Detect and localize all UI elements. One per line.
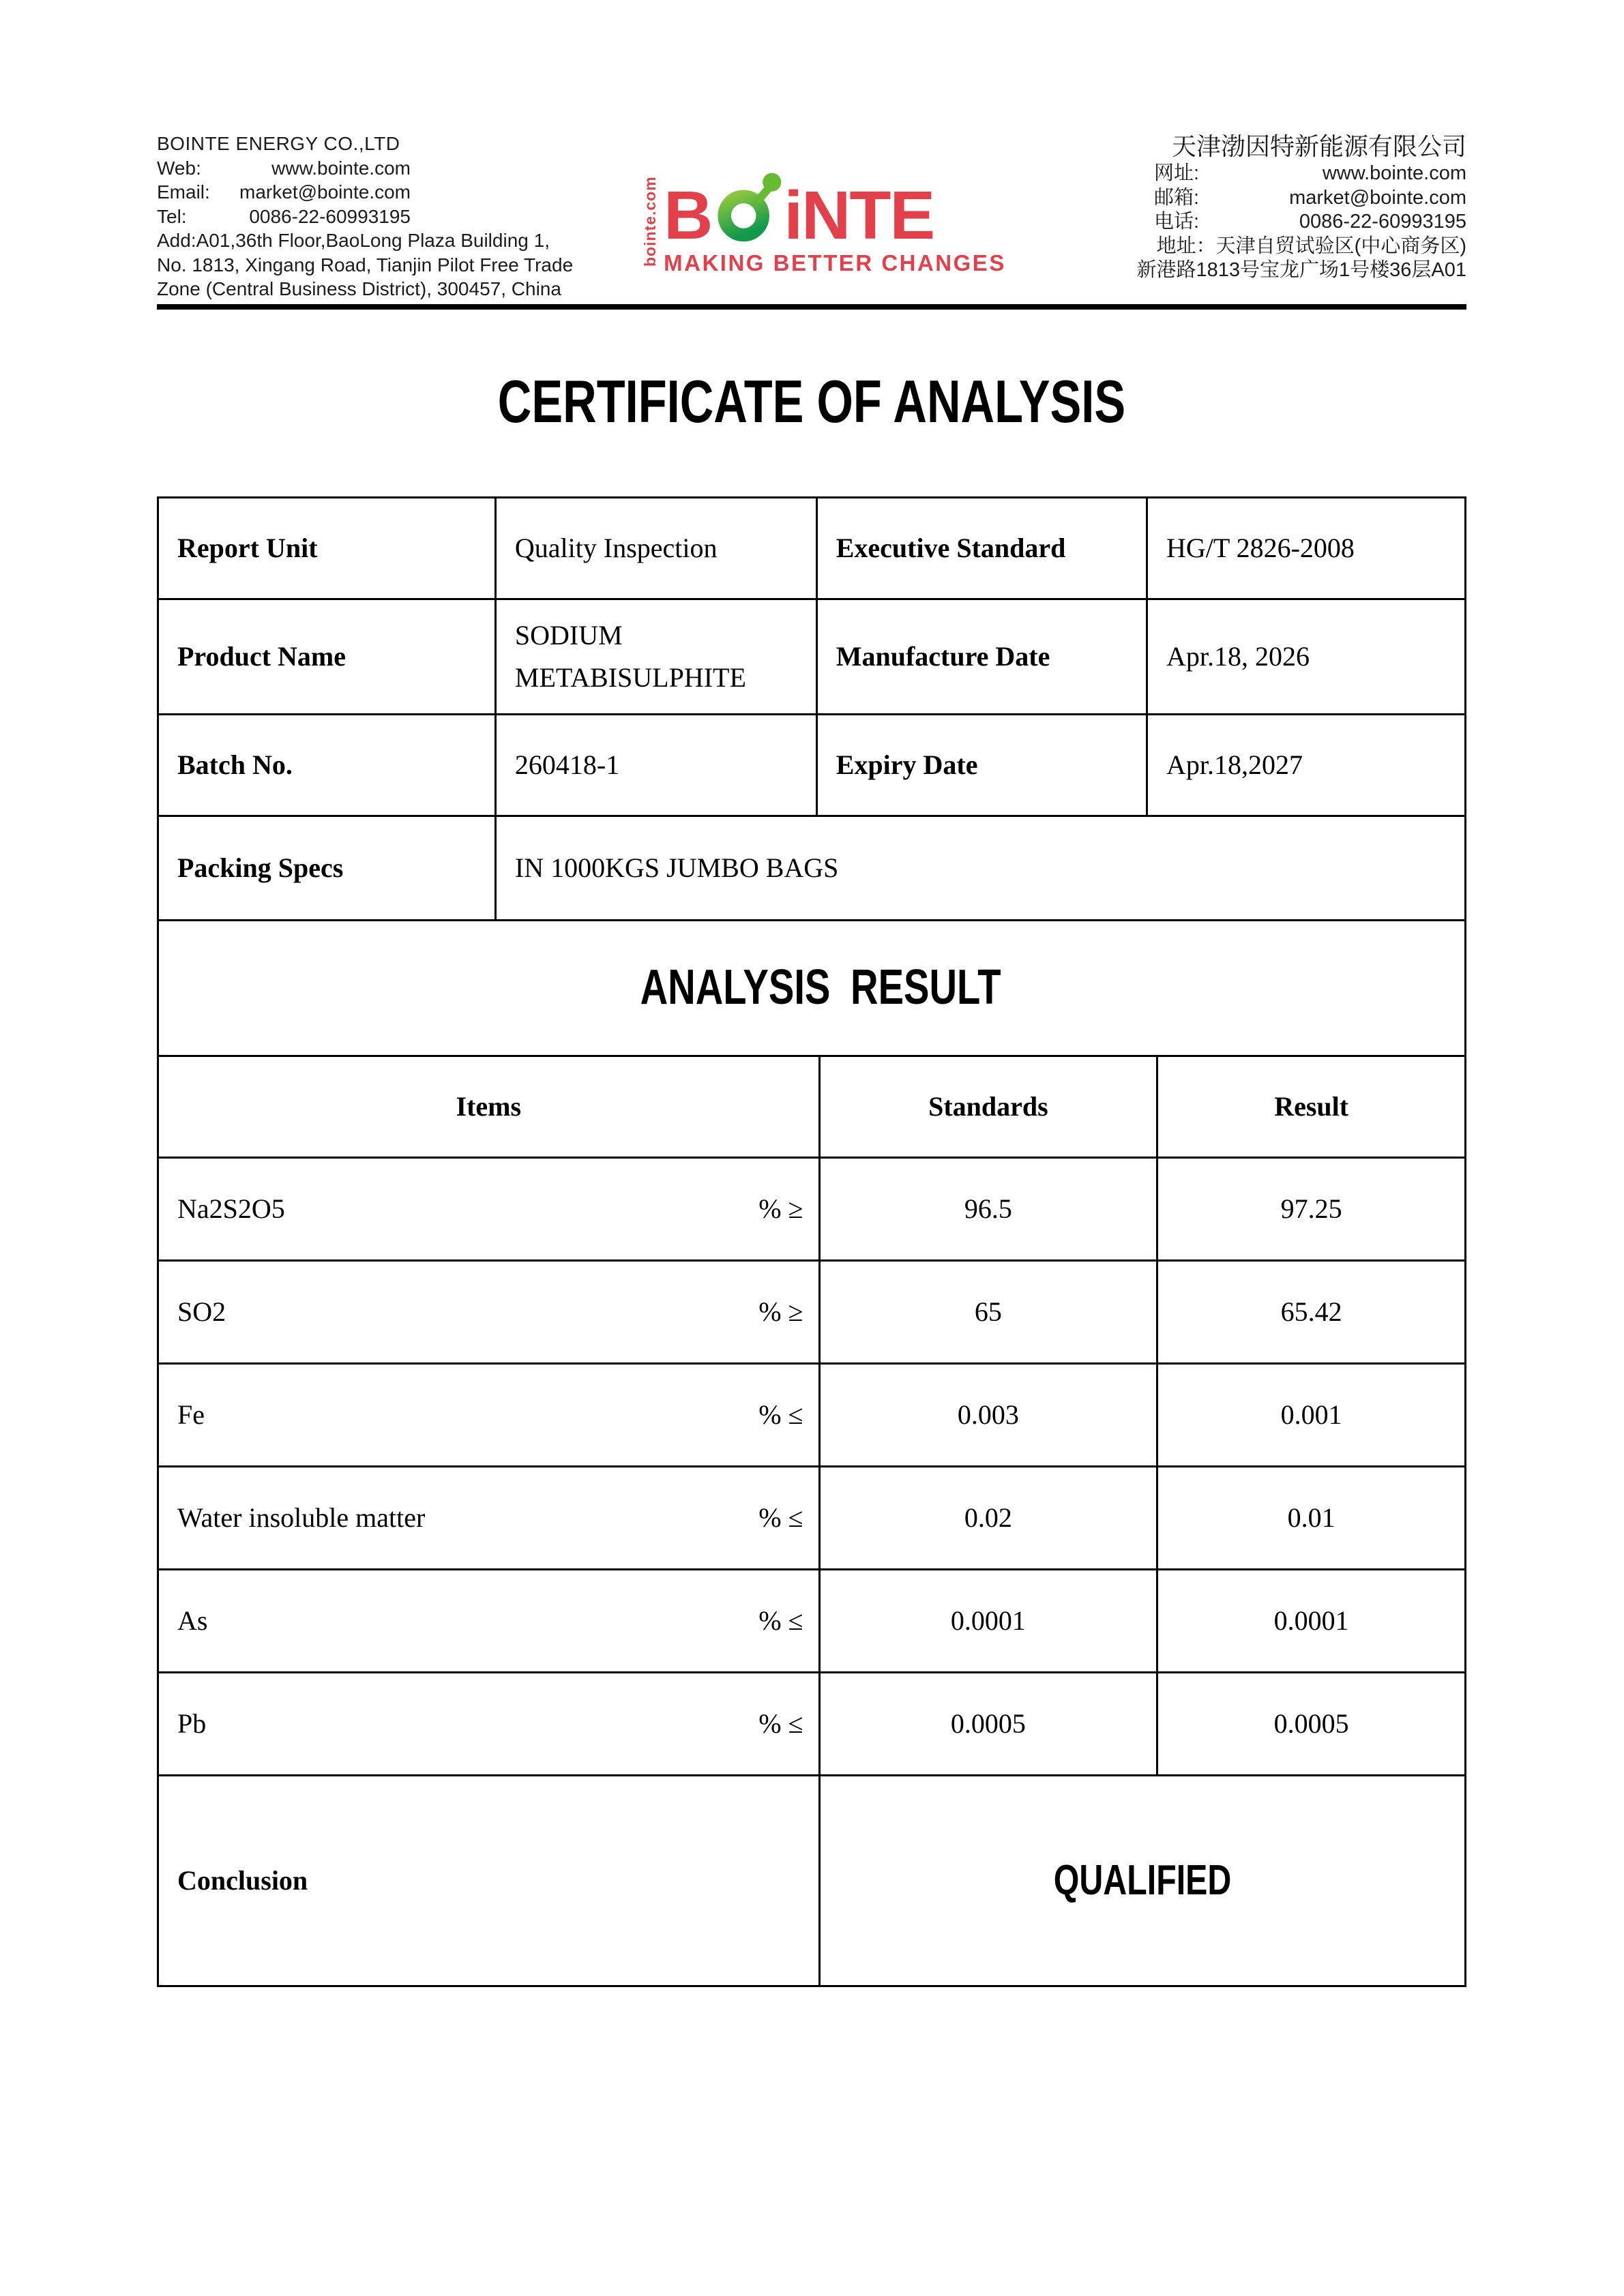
conclusion-value: QUALIFIED bbox=[1053, 1856, 1232, 1904]
email-label: Email: bbox=[157, 181, 210, 203]
brand-logo bbox=[641, 160, 1006, 276]
contact-tel-cn bbox=[1154, 210, 1466, 235]
product-name-text: SODIUM METABISULPHITE bbox=[514, 620, 746, 693]
conclusion-row bbox=[159, 1774, 1464, 1985]
packing-specs-value: IN 1000KGS JUMBO BAGS bbox=[494, 817, 1464, 919]
expiry-date-value: Apr.18,2027 bbox=[1146, 715, 1464, 815]
conclusion-label: Conclusion bbox=[177, 1865, 308, 1896]
product-name-value bbox=[494, 600, 816, 713]
item-cell bbox=[159, 1159, 818, 1259]
analysis-row-as bbox=[159, 1568, 1464, 1671]
address-en-line2: No. 1813, Xingang Road, Tianjin Pilot Free Trade bbox=[157, 254, 574, 275]
info-row-report-unit bbox=[159, 498, 1464, 598]
analysis-header-row bbox=[159, 1055, 1464, 1157]
item-cell bbox=[159, 1570, 818, 1671]
standard-value: 0.0005 bbox=[818, 1673, 1157, 1774]
info-row-product bbox=[159, 598, 1464, 713]
item-unit: % ≤ bbox=[758, 1708, 803, 1739]
items-header: Items bbox=[456, 1091, 522, 1122]
logo-letters-inte: iNTE bbox=[784, 177, 934, 254]
item-name: Na2S2O5 bbox=[177, 1193, 285, 1224]
address-cn-line1: 地址：天津自贸试验区(中心商务区) bbox=[1156, 235, 1466, 257]
standard-value: 0.003 bbox=[818, 1365, 1157, 1465]
batch-no-value: 260418-1 bbox=[494, 715, 816, 815]
executive-standard-value: HG/T 2826-2008 bbox=[1146, 498, 1464, 598]
executive-standard-label: Executive Standard bbox=[816, 498, 1146, 598]
contact-email-en bbox=[157, 180, 411, 205]
result-value: 97.25 bbox=[1156, 1159, 1464, 1259]
email-value-cn: market@bointe.com bbox=[1289, 186, 1466, 209]
manufacture-date-value: Apr.18, 2026 bbox=[1146, 600, 1464, 713]
standard-value: 0.0001 bbox=[818, 1570, 1157, 1671]
result-value: 0.001 bbox=[1156, 1365, 1464, 1465]
manufacture-date-label: Manufacture Date bbox=[816, 600, 1146, 713]
packing-specs-label: Packing Specs bbox=[177, 852, 344, 883]
contact-web-en bbox=[157, 156, 411, 181]
company-name-en: BOINTE ENERGY CO.,LTD bbox=[157, 133, 400, 154]
item-name: Pb bbox=[177, 1708, 207, 1739]
logo-main bbox=[664, 168, 1006, 276]
analysis-row-fe bbox=[159, 1362, 1464, 1465]
analysis-row-na2s2o5 bbox=[159, 1157, 1464, 1259]
conclusion-cell bbox=[818, 1776, 1464, 1985]
product-name-label: Product Name bbox=[177, 641, 346, 672]
item-cell bbox=[159, 1365, 818, 1465]
analysis-section-title: ANALYSIS RESULT bbox=[640, 960, 1001, 1015]
report-unit-value: Quality Inspection bbox=[494, 498, 816, 598]
tel-label-cn: 电话: bbox=[1154, 211, 1200, 233]
address-cn-line2: 新港路1813号宝龙广场1号楼36层A01 bbox=[1136, 259, 1466, 281]
logo-tagline: MAKING BETTER CHANGES bbox=[664, 250, 1006, 275]
header-divider bbox=[157, 304, 1466, 310]
page-title: CERTIFICATE OF ANALYSIS bbox=[497, 368, 1126, 435]
info-row-batch bbox=[159, 713, 1464, 815]
contact-web-cn bbox=[1154, 162, 1466, 186]
logo-letter-b: B bbox=[664, 177, 712, 254]
item-cell bbox=[159, 1673, 818, 1774]
item-unit: % ≤ bbox=[758, 1502, 803, 1533]
item-name: Fe bbox=[177, 1399, 205, 1430]
item-cell bbox=[159, 1262, 818, 1362]
contact-tel-en bbox=[157, 205, 411, 229]
company-info-cn bbox=[1067, 132, 1466, 283]
info-row-packing bbox=[159, 815, 1464, 919]
result-value: 0.01 bbox=[1156, 1467, 1464, 1568]
item-unit: % ≤ bbox=[758, 1399, 803, 1430]
analysis-row-pb bbox=[159, 1671, 1464, 1774]
address-en-line1: Add:A01,36th Floor,BaoLong Plaza Building 1, bbox=[157, 230, 550, 251]
company-name-cn: 天津渤因特新能源有限公司 bbox=[1171, 132, 1466, 160]
item-name: As bbox=[177, 1605, 208, 1636]
item-unit: % ≤ bbox=[758, 1605, 803, 1636]
analysis-row-so2 bbox=[159, 1259, 1464, 1362]
tel-value: 0086-22-60993195 bbox=[249, 205, 411, 227]
address-en-line3: Zone (Central Business District), 300457, China bbox=[157, 278, 561, 299]
letterhead bbox=[157, 132, 1466, 301]
analysis-section-cell bbox=[159, 921, 1464, 1055]
tel-value-cn: 0086-22-60993195 bbox=[1299, 211, 1466, 233]
email-value: market@bointe.com bbox=[239, 181, 411, 203]
report-unit-label: Report Unit bbox=[177, 533, 318, 563]
batch-no-label: Batch No. bbox=[177, 749, 293, 780]
item-name: SO2 bbox=[177, 1296, 226, 1327]
item-cell bbox=[159, 1467, 818, 1568]
web-value: www.bointe.com bbox=[271, 157, 411, 179]
analysis-row-water-insoluble bbox=[159, 1465, 1464, 1568]
item-unit: % ≥ bbox=[758, 1193, 803, 1224]
company-info-en bbox=[157, 132, 580, 301]
email-label-cn: 邮箱: bbox=[1154, 186, 1200, 209]
logo-vertical-text: bointe.com bbox=[641, 176, 660, 267]
standard-value: 0.02 bbox=[818, 1467, 1157, 1568]
standard-value: 96.5 bbox=[818, 1159, 1157, 1259]
web-label-cn: 网址: bbox=[1154, 162, 1200, 184]
result-value: 0.0001 bbox=[1156, 1570, 1464, 1671]
contact-email-cn bbox=[1154, 186, 1466, 211]
title-wrap bbox=[157, 367, 1466, 436]
standards-header: Standards bbox=[818, 1057, 1157, 1157]
web-label: Web: bbox=[157, 157, 201, 179]
result-value: 0.0005 bbox=[1156, 1673, 1464, 1774]
certificate-table bbox=[157, 496, 1466, 1987]
item-name: Water insoluble matter bbox=[177, 1502, 426, 1533]
tel-label: Tel: bbox=[157, 205, 187, 227]
web-value-cn: www.bointe.com bbox=[1322, 162, 1466, 184]
logo-wordmark bbox=[664, 168, 934, 254]
item-unit: % ≥ bbox=[758, 1296, 803, 1327]
result-value: 65.42 bbox=[1156, 1262, 1464, 1362]
brand-o-molecule-icon bbox=[713, 168, 783, 244]
expiry-date-label: Expiry Date bbox=[816, 715, 1146, 815]
standard-value: 65 bbox=[818, 1262, 1157, 1362]
analysis-section-row bbox=[159, 919, 1464, 1055]
result-header: Result bbox=[1156, 1057, 1464, 1157]
